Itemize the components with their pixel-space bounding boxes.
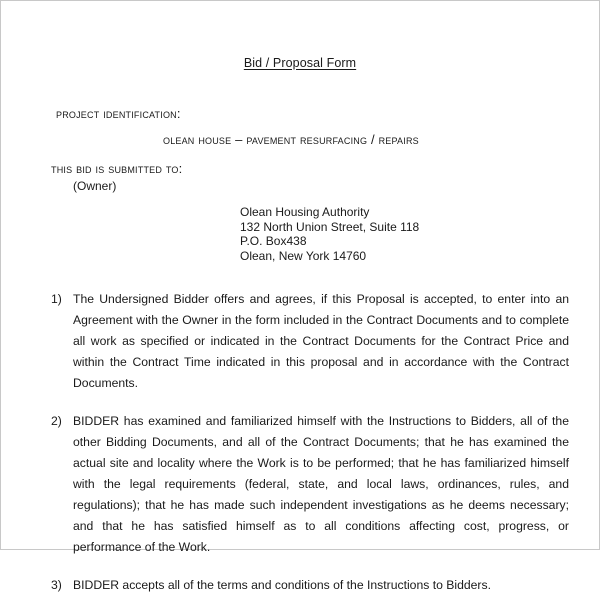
clause-text: BIDDER accepts all of the terms and conditions of the Instructions to Bidders. (73, 578, 491, 592)
address-line: 132 North Union Street, Suite 118 (240, 219, 420, 234)
address-line: P.O. Box438 (240, 234, 307, 248)
clause-marker: 3) (51, 578, 62, 592)
owner-address-block (1, 193, 599, 263)
page-title (1, 1, 599, 70)
address-line: Olean, New York 14760 (240, 248, 367, 263)
clause-text: The Undersigned Bidder offers and agrees, if this Proposal is accepted, to enter into an Agreement with the Owner in the form included in the Contract Documents and to complete all work as specified or indicated in the Contract Documents for the Contract Price and within the Contract Time indicated in this proposal and in accordance with the Contract Documents. (73, 292, 569, 390)
clause-item (1, 558, 599, 596)
clause-marker: 1) (51, 292, 62, 306)
clause-list (1, 263, 599, 596)
clause-item (1, 394, 599, 558)
page-title-text: Bid / Proposal Form (243, 56, 357, 70)
project-identification-label: project identification: (56, 106, 181, 121)
submitted-to-label: this bid is submitted to: (51, 161, 183, 176)
clause-marker: 2) (51, 414, 62, 428)
address-line: Olean Housing Authority (240, 205, 370, 219)
clause-text: BIDDER has examined and familiarized himself with the Instructions to Bidders, all of the other Bidding Documents, and all of the Contract Documents; that he has examined the actual site and locality where the Work is to be performed; that he has familiarized himself with the legal requirements (federal, state, and local laws, ordinances, rules, and regulations); that he has made such independent investigations as he deems necessary; and that he has satisfied himself as to all conditions affecting cost, progress, or performance of the Work. (73, 414, 569, 554)
clause-item (1, 263, 599, 394)
project-name: olean house – pavement resurfacing / repairs (163, 132, 419, 147)
owner-label: (Owner) (73, 179, 117, 193)
